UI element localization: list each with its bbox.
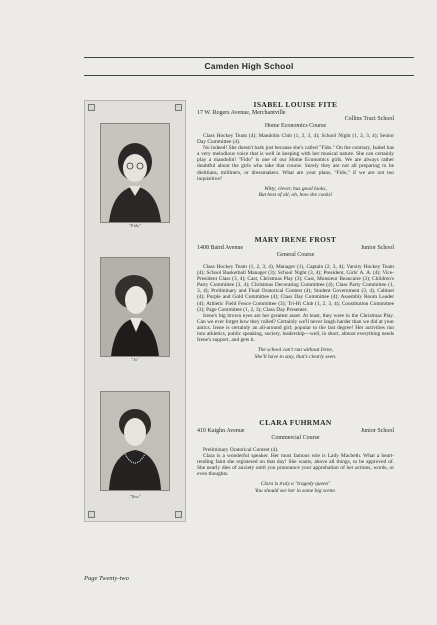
description-paragraph: Clara is a wonderful speaker. Her most famous role is Lady Macbeth. What a heart-rending faint she registered on that day! She wants, above all things, to be approved of. She nearly dies of anxiety until you pronounce your approbation of her actions, words, or even thoughts.	[197, 453, 394, 478]
student-bio	[197, 447, 394, 477]
description-paragraph: No indeed! She doesn't bark just because she's called "Fido." On the contrary, Isabel has a very melodious voice that is well in keeping with her musical nature. She can certainly play a mandolin! "Fido" is one of our Home Economics girls. We are always rather doubtful about the girls who take that course. Surely they are not all preparing to be dietitians, milliners, or dressmakers. What are your plans, "Fido," if we are not too inquisitive?	[197, 145, 394, 182]
photo-strip	[84, 100, 186, 522]
senior-entry	[197, 100, 394, 198]
quote-line: You should see her in some big scene.	[254, 487, 337, 494]
previous-school: Junior School	[360, 245, 394, 251]
description-paragraph: Irene's big brown eyes are her greatest asset. At least, they were in the Christmas Play. Can we ever forget how they rolled? Certainly we'll never laugh harder than we did at your antics. Irene is certainly an all-around girl; popular to the last degree! Her activities run into athletics, public speaking, society, leadership—well, in short, almost everything needs Irene's support, and gets it.	[197, 312, 394, 344]
portrait-image	[101, 124, 169, 222]
header-rule	[84, 75, 414, 76]
student-address: 1408 Baird Avenue	[197, 245, 244, 251]
portrait-photo-1	[100, 123, 170, 223]
activities-paragraph: Class Hockey Team (1, 2, 3, 4), Manager (1), Captain (2, 3, 4); Varsity Hockey Team (4); School Basketball Manager (3); School Night (3, 4); President, Girls' A. A. (4); Vice-President Class (3, 4); Cast, Christmas Play (3); Cast, Monsieur Beaucaire (3); Children's Party Committee (3, 4); Christmas Decorating Committee (4); Class Party Committee (1, 3, 4); Preliminary and Final Oratorical Contest (4); Student Government (3, 4), Cabinet (4); Purple and Gold Committee (4); Class Day Committee (4); Assembly Room Leader (4); Athletic Field Fence Committee (3); Tri-Hi Club (1, 2, 3, 4); Constitution Committee (3); Page Committee (1, 2, 3); Class Day Presenter.	[197, 264, 394, 313]
corner-mark	[175, 104, 182, 111]
photo-caption: "Tess"	[129, 494, 141, 499]
quote-line: Clara is truly a "tragedy queen"	[260, 481, 331, 488]
photo-caption: "Fido"	[128, 223, 142, 228]
student-name: CLARA FUHRMAN	[259, 418, 332, 427]
quote-line: But best of all, oh, how she cooks!	[258, 192, 333, 199]
page-header-title: Camden High School	[204, 61, 294, 71]
previous-school: Collins Tract School	[344, 116, 394, 122]
portrait-image	[101, 392, 169, 490]
student-course: Home Economics Course	[264, 123, 327, 129]
student-bio	[197, 133, 394, 182]
quote-line: Witty, clever, has good looks,	[264, 185, 327, 192]
corner-mark	[175, 511, 182, 518]
student-name: MARY IRENE FROST	[254, 235, 337, 244]
activities-paragraph: Preliminary Oratorical Contest (4).	[203, 447, 279, 453]
photo-caption: "Jo"	[130, 357, 140, 362]
corner-mark	[88, 511, 95, 518]
previous-school: Junior School	[360, 428, 394, 434]
quote-line: She'll have to stay, that's clearly seen.	[254, 353, 337, 360]
quote-line: The school can't run without Irene,	[257, 347, 334, 354]
activities-paragraph: Class Hockey Team (4); Mandolin Club (1, 2, 3, 4); School Night (1, 2, 3, 4); Senior Day Committee (4).	[197, 133, 394, 146]
portrait-photo-3	[100, 391, 170, 491]
student-quote	[197, 186, 394, 199]
student-name: ISABEL LOUISE FITE	[253, 100, 338, 109]
student-course: General Course	[276, 252, 315, 258]
senior-entry	[197, 235, 394, 360]
student-course: Commercial Course	[271, 435, 320, 441]
student-address: 17 W. Rogers Avenue, Merchantville	[197, 110, 286, 116]
address-line	[197, 245, 394, 251]
top-rule	[84, 57, 414, 58]
corner-mark	[88, 104, 95, 111]
page-number: Page Twenty-two	[84, 575, 129, 582]
student-bio	[197, 264, 394, 343]
address-line	[197, 428, 394, 434]
portrait-image	[101, 258, 169, 356]
senior-entry	[197, 418, 394, 494]
student-quote	[197, 481, 394, 494]
student-quote	[197, 347, 394, 360]
student-address: 410 Kaighn Avenue	[197, 428, 245, 434]
portrait-photo-2	[100, 257, 170, 357]
